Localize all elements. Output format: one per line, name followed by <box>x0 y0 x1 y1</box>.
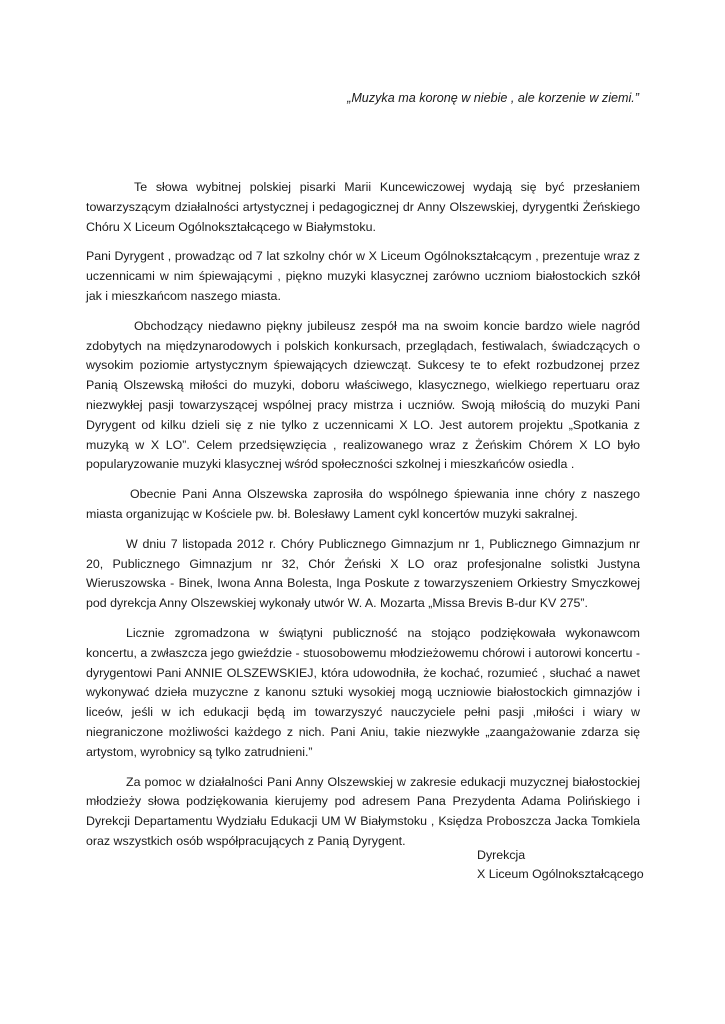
paragraph-audience: Licznie zgromadzona w świątyni publiczność na stojąco podziękowała wykonawcom koncertu, a zwłaszcza jego gwieździe - stuosobowemu młodzieżowemu chórowi i autorowi koncertu - dyrygentowi Pani ANNIE OLSZEWSKIEJ, która udowodniła, że kochać, rozumieć , słuchać a nawet wykonywać dzieła muzyczne z kanonu sztuki wysokiej mogą uczniowie białostockich gimnazjów i liceów, jeśli w ich edukacji będą im towarzyszyć nauczyciele pełni pasji ,miłości i wiary w niegraniczone możliwości każdego z nich. Pani Aniu, takie niezwykłe „zaangażowanie zdarza się artystom, wyrobnicy są tylko zatrudnieni.” <box>86 625 640 759</box>
letter-body <box>86 178 640 862</box>
motto-quote: „Muzyka ma koronę w niebie , ale korzenie w ziemi.” <box>347 91 639 105</box>
signature-line-1: Dyrekcja <box>477 848 526 862</box>
paragraph-conductor: Pani Dyrygent , prowadząc od 7 lat szkolny chór w X Liceum Ogólnokształcącym , prezentuje wraz z uczennicami w nim śpiewającymi , piękno muzyki klasycznej zarówno uczniom białostockich szkół jak i mieszkańcom naszego miasta. <box>86 249 640 303</box>
paragraph-current: Obecnie Pani Anna Olszewska zaprosiła do wspólnego śpiewania inne chóry z naszego miasta organizując w Kościele pw. bł. Bolesławy Lament cykl koncertów muzyki sakralnej. <box>86 487 640 521</box>
paragraph-thanks: Za pomoc w działalności Pani Anny Olszewskiej w zakresie edukacji muzycznej białostockiej młodzieży słowa podziękowania kierujemy pod adresem Pana Prezydenta Adama Polińskiego i Dyrekcji Departamentu Wydziału Edukacji UM W Białymstoku , Księdza Proboszcza Jacka Tomkiela oraz wszystkich osób współpracujących z Panią Dyrygent. <box>86 774 640 848</box>
paragraph-intro: Te słowa wybitnej polskiej pisarki Marii Kuncewiczowej wydają się być przesłaniem towarzyszącym działalności artystycznej i pedagogicznej dr Anny Olszewskiej, dyrygentki Żeńskiego Chóru X Liceum Ogólnokształcącego w Białymstoku. <box>86 180 640 234</box>
signature-line-2: X Liceum Ogólnokształcącego <box>477 867 644 881</box>
paragraph-jubilee: Obchodzący niedawno piękny jubileusz zespół ma na swoim koncie bardzo wiele nagród zdobytych na międzynarodowych i polskich konkursach, przeglądach, festiwalach, świadczących o wysokim poziomie artystycznym śpiewających dziewcząt. Sukcesy te to efekt rozbudzonej przez Panią Olszewską miłości do muzyki, doboru właściwego, klasycznego, wielkiego repertuaru oraz niezwykłej pasji towarzyszącej wspólnej pracy mistrza i uczniów. Swoją miłością do muzyki Pani Dyrygent od kilku dzieli się z nie tylko z uczennicami X LO. Jest autorem projektu „Spotkania z muzyką w X LO”. Celem przedsięwzięcia , realizowanego wraz z Żeńskim Chórem X LO było popularyzowanie muzyki klasycznej wśród społeczności szkolnej i mieszkańców osiedla . <box>86 318 640 472</box>
signature-block <box>477 846 644 884</box>
paragraph-concert: W dniu 7 listopada 2012 r. Chóry Publicznego Gimnazjum nr 1, Publicznego Gimnazjum nr 20, Publicznego Gimnazjum nr 32, Chór Żeński X LO oraz profesjonalne solistki Justyna Wieruszowska - Binek, Iwona Anna Bolesta, Inga Poskute z towarzyszeniem Orkiestry Smyczkowej pod dyrekcja Anny Olszewskiej wykonały utwór W. A. Mozarta „Missa Brevis B-dur KV 275”. <box>86 536 640 611</box>
